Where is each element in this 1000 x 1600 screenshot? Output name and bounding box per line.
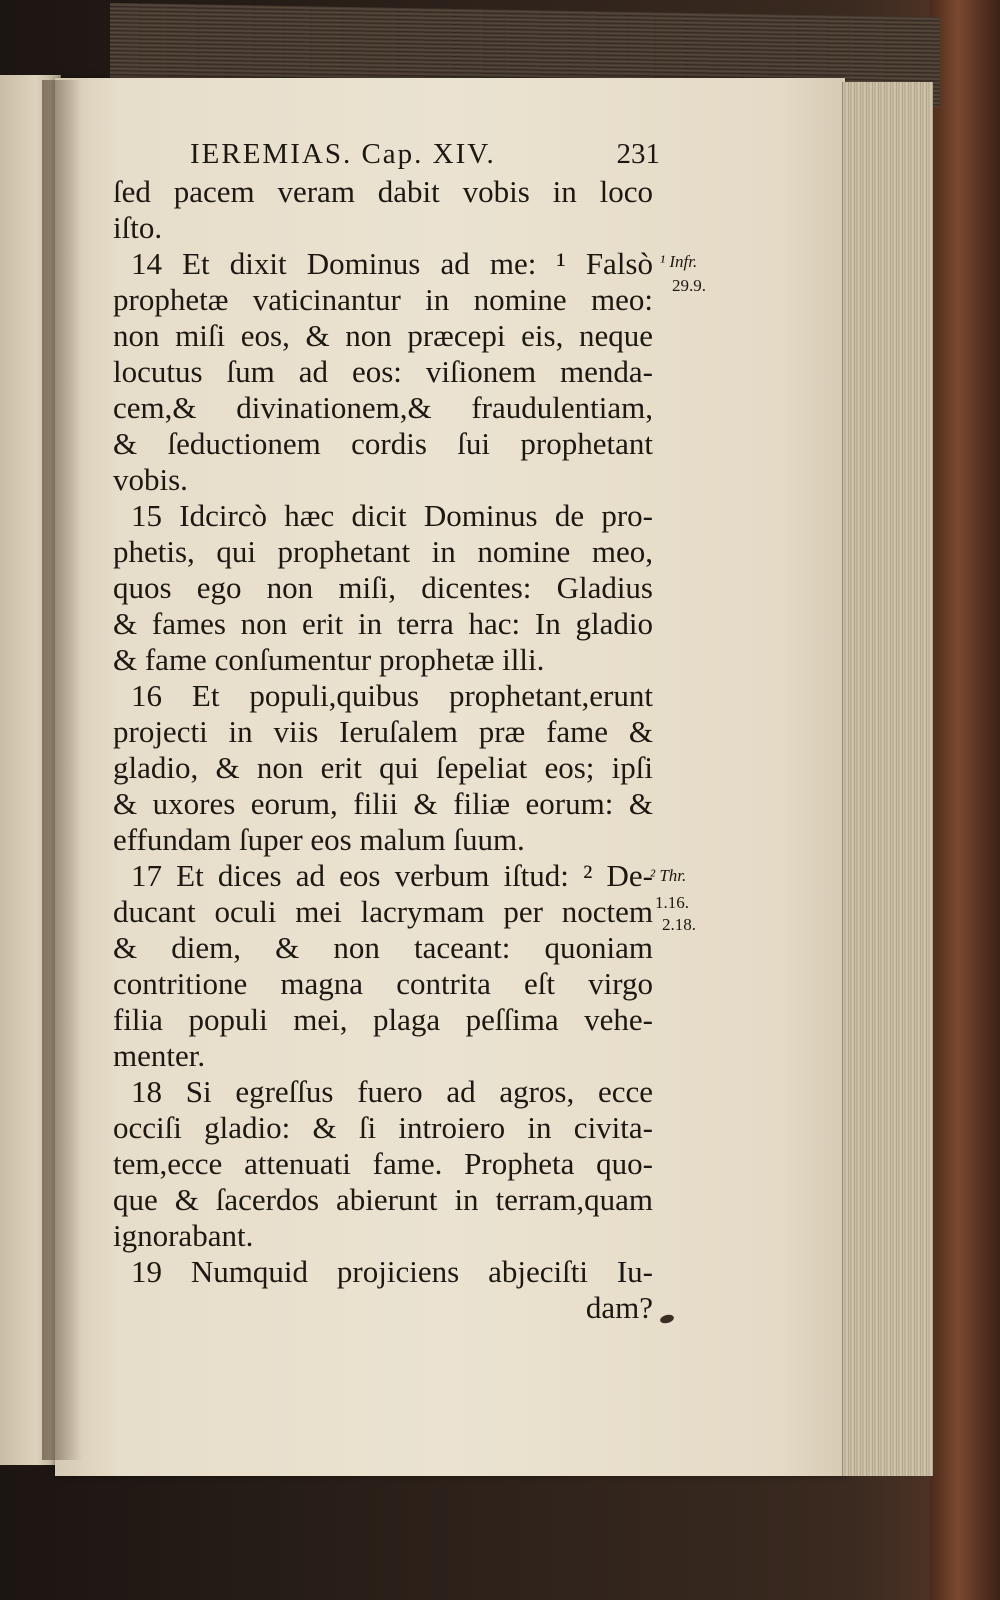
margin-note-1-loc: 29.9. <box>672 276 706 295</box>
text-line: occiſi gladio: & ſi introiero in civita- <box>113 1110 653 1145</box>
margin-note-2-ref: ² Thr. <box>650 866 687 885</box>
text-line: contritione magna contrita eſt virgo <box>113 966 653 1001</box>
text-line: locutus ſum ad eos: viſionem menda- <box>113 354 653 389</box>
catchword: dam? <box>585 1290 653 1325</box>
text-line: quos ego non miſi, dicentes: Gladius <box>113 570 653 605</box>
text-line: & ſeductionem cordis ſui prophetant <box>113 426 653 461</box>
verse-16-line: 16 Et populi,quibus prophetant,erunt <box>131 678 653 713</box>
verse-18-line: 18 Si egreſſus fuero ad agros, ecce <box>131 1074 653 1109</box>
text-line: ducant oculi mei lacrymam per noctem <box>113 894 653 929</box>
margin-note-1-ref: ¹ Infr. <box>660 252 698 271</box>
margin-note-2-loc2: 2.18. <box>662 915 696 934</box>
page-number: 231 <box>616 138 660 170</box>
text-line: que & ſacerdos abierunt in terram,quam <box>113 1182 653 1217</box>
running-head-title: IEREMIAS. Cap. XIV. <box>190 138 496 170</box>
text-line: cem,& divinationem,& fraudulentiam, <box>113 390 653 425</box>
text-line: menter. <box>113 1038 206 1073</box>
verse-15-line: 15 Idcircò hæc dicit Dominus de pro- <box>131 498 653 533</box>
text-line: projecti in viis Ieruſalem præ fame & <box>113 714 653 749</box>
text-line: ignorabant. <box>113 1218 254 1253</box>
text-line: phetis, qui prophetant in nomine meo, <box>113 534 653 569</box>
running-head <box>190 138 660 178</box>
text-line: gladio, & non erit qui ſepeliat eos; ipſi <box>113 750 653 785</box>
text-line: & diem, & non taceant: quoniam <box>113 930 653 965</box>
text-line: & fame conſumentur prophetæ illi. <box>113 642 545 677</box>
text-line: non miſi eos, & non præcepi eis, neque <box>113 318 653 353</box>
text-line: vobis. <box>113 462 188 497</box>
text-line: iſto. <box>113 210 163 245</box>
page-gutter-shadow <box>42 80 82 1460</box>
verse-17-line: 17 Et dices ad eos verbum iſtud: ² De- <box>131 858 653 893</box>
verse-19-line: 19 Numquid projiciens abjeciſti Iu- <box>131 1254 653 1289</box>
text-line: filia populi mei, plaga peſſima vehe- <box>113 1002 653 1037</box>
margin-note-2-loc1: 1.16. <box>655 893 689 912</box>
text-line: prophetæ vaticinantur in nomine meo: <box>113 282 653 317</box>
text-line: & uxores eorum, filii & filiæ eorum: & <box>113 786 653 821</box>
text-line: & fames non erit in terra hac: In gladio <box>113 606 653 641</box>
page-side-edges <box>842 82 933 1476</box>
text-line: tem,ecce attenuati fame. Propheta quo- <box>113 1146 653 1181</box>
text-line: effundam ſuper eos malum ſuum. <box>113 822 525 857</box>
text-line: ſed pacem veram dabit vobis in loco <box>113 174 653 209</box>
verse-14-line: 14 Et dixit Dominus ad me: ¹ Falsò <box>131 246 653 281</box>
book-binding <box>930 0 1000 1600</box>
